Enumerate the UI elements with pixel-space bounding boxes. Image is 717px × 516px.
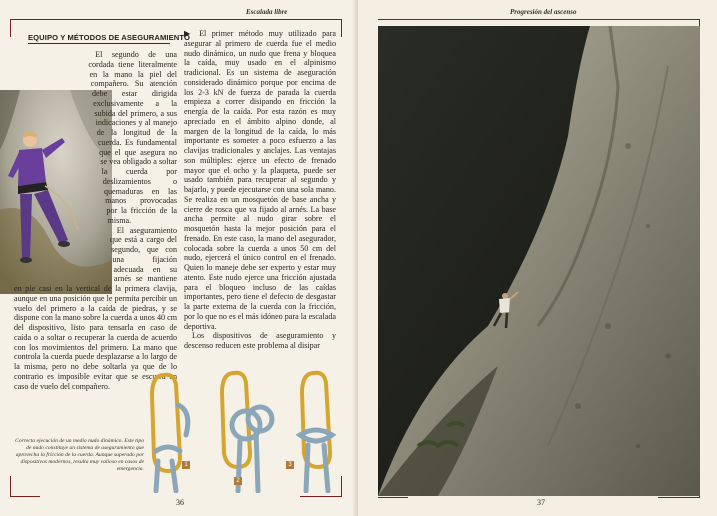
text-column-b bbox=[184, 29, 336, 351]
section-title-underline bbox=[28, 43, 170, 44]
figure-caption: Correcta ejecución de un medio nudo dinámico. Este tipo de nudo constituye un sistema de aseguramiento que aprovecha la fricción de la cuerda. Aunque superado por dispositivos modernos, resulta muy valioso en casos de emergencia. bbox=[15, 438, 144, 472]
top-rule-right bbox=[378, 19, 700, 20]
bottom-rule-left-b bbox=[300, 496, 342, 497]
page-number-left: 36 bbox=[176, 498, 184, 507]
bottom-rule-right-a bbox=[378, 497, 408, 498]
bottom-rule-right-b bbox=[658, 497, 700, 498]
bottom-rule-left-a bbox=[10, 496, 40, 497]
paragraph-a1: El segundo de una cordada tiene literalmente en la mano la piel del compañero. Su atención debe estar dirigida exclusivamente a la subida del primero, a sus indicaciones y al manejo de la longitud de la cuerda. Es fundamental que el que asegura no se vea obligado a soltar la cuerda por deslizamientos o quemaduras en las manos provocadas por la fricción de la misma. bbox=[88, 50, 177, 225]
step-1-badge: 1 bbox=[182, 461, 190, 469]
right-page bbox=[358, 0, 717, 516]
side-rule-left-top-r bbox=[341, 19, 342, 37]
top-rule-left bbox=[10, 19, 342, 20]
step-3-badge: 3 bbox=[286, 461, 294, 469]
step-2-badge: 2 bbox=[234, 477, 242, 485]
paragraph-b1: ▶ El primer método muy utilizado para asegurar al primero de cuerda fue el medio nudo dinámico, un nudo que frena y bloquea la caída, muy usado en el alpinismo tradicional. Es un sistema de aseguración considerado dinámico porque por encima de los 2-3 kN de fuerza de parada la cuerda empieza a correr disipando en fricción la energía de la caída. Por esta razón es muy apreciado en el ámbito alpino donde, al margen de la longitud de la caída, lo más importante es someter a poco esfuerzo a las clavijas tradicionales y anclajes. Las ventajas son múltiples: ejerce un efecto de frenado mayor que el ocho y la plaqueta, puede ser usado también para recuperar al segundo y bajarlo, y puede ejecutarse con una sola mano. Se realiza en un mosquetón de base ancha y cierre de rosca que va fijado al arnés. La base ancha permite al nudo girar sobre el mosquetón hasta la mejor posición para el frenado. En este caso, la mano del asegurador, colocada sobre la cuerda a unos 50 cm del nudo, ejercerá el único control en el frenado. Quien lo maneje debe ser experto y estar muy atento. Este nudo ejerce una fricción ajustada para el bloqueo incluso de las caídas importantes, pero tiene el defecto de desgastar la parte externa de la cuerda con la fricción, por lo que no es el más idóneo para la escalada deportiva. bbox=[184, 29, 336, 331]
page-number-right: 37 bbox=[537, 498, 545, 507]
paragraph-b2: Los dispositivos de aseguramiento y descenso reducen este problema al disipar bbox=[184, 331, 336, 350]
running-head-right: Progresión del ascenso bbox=[510, 8, 577, 16]
text-column-a bbox=[14, 50, 177, 391]
side-rule-left-top bbox=[10, 19, 11, 37]
running-head-left: Escalada libre bbox=[246, 8, 288, 16]
section-title: EQUIPO Y MÉTODOS DE ASEGURAMIENTO bbox=[28, 33, 190, 42]
munter-hitch-figure bbox=[146, 365, 342, 493]
cliff-photo bbox=[378, 26, 700, 496]
left-page bbox=[0, 0, 358, 516]
paragraph-a2: El aseguramiento que está a cargo del segundo, que con una fijación adecuada en su arnés se mantiene en pie casi en la vertical de la primera clavija, aunque en una posición que le permita percibir un vuelo del primero a la caída de piedras, y se dispone con la mano sobre la cuerda a unos 40 cm del dispositivo, listo para tensarla en caso de caída o a soltar o recuperar la cuerda de acuerdo con los movimientos del primero. La mano que controla la cuerda puede desplazarse a lo largo de la misma, pero no debe soltarla ya que de lo contrario es imposible evitar que se escurra en caso de vuelo del compañero. bbox=[14, 225, 177, 391]
side-rule-left-bottom bbox=[10, 476, 11, 496]
